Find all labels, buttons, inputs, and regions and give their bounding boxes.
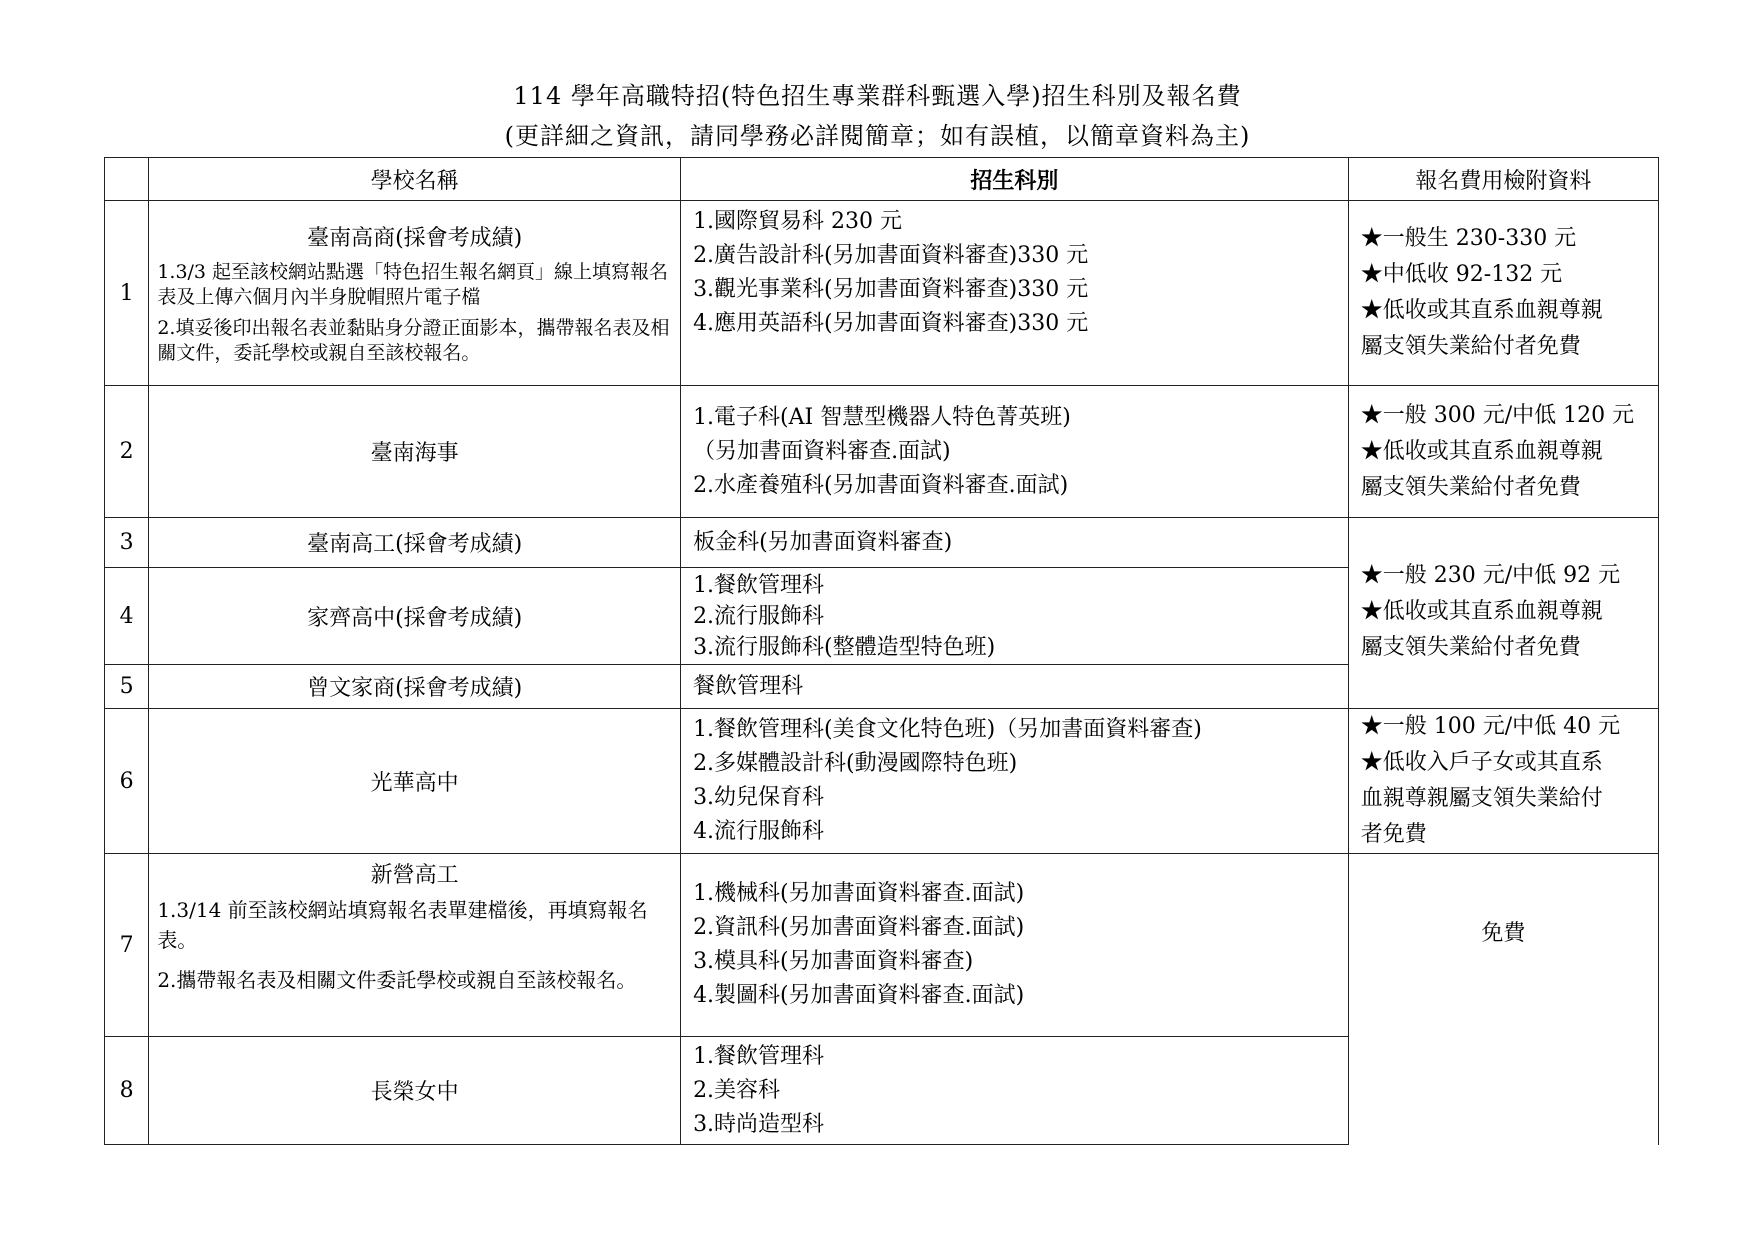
fee-item: ★一般 100 元/中低 40 元 [1360, 714, 1621, 739]
department-item: 3.流行服飾科(整體造型特色班) [693, 634, 996, 660]
school-name: 臺南高工(採會考成績) [149, 518, 681, 568]
fee-item: 屬支領失業給付者免費 [1360, 635, 1581, 660]
department-item: 2.多媒體設計科(動漫國際特色班) [693, 751, 1018, 776]
header-fees: 報名費用檢附資料 [1348, 158, 1658, 201]
fee-item: ★低收或其直系血親尊親 [1360, 599, 1603, 624]
department-item: 2.美容科 [693, 1077, 781, 1103]
department-item: 餐飲管理科 [693, 673, 804, 699]
school-cell [149, 854, 681, 1037]
department-item: 1.餐飲管理科 [693, 1043, 825, 1069]
departments-cell [681, 854, 1349, 1037]
department-item: 2.廣告設計科(另加書面資料審查)330 元 [693, 243, 1089, 268]
row-number: 3 [105, 518, 149, 568]
row-number: 2 [105, 386, 149, 518]
department-item: 1.機械科(另加書面資料審查.面試) [693, 881, 1025, 906]
school-cell [149, 201, 681, 386]
school-name: 家齊高中(採會考成績) [149, 568, 681, 665]
department-item: 3.幼兒保育科 [693, 785, 825, 810]
fee-item: 屬支領失業給付者免費 [1360, 474, 1581, 500]
department-item: 2.資訊科(另加書面資料審查.面試) [693, 915, 1025, 940]
row-number: 6 [105, 709, 149, 854]
document-subtitle: (更詳細之資訊，請同學務必詳閱簡章；如有誤植，以簡章資料為主) [504, 122, 1251, 150]
department-item: 1.電子科(AI 智慧型機器人特色菁英班) [693, 404, 1071, 430]
table-row [105, 854, 1659, 1037]
header-school-name: 學校名稱 [149, 158, 681, 201]
table-row [105, 386, 1659, 518]
row-number: 4 [105, 568, 149, 665]
fee-item: 屬支領失業給付者免費 [1360, 334, 1581, 359]
departments-cell [681, 386, 1349, 518]
school-name: 臺南高商(採會考成績) [307, 225, 523, 251]
departments-cell [681, 665, 1349, 709]
department-item: 4.製圖科(另加書面資料審查.面試) [693, 983, 1025, 1008]
department-item: 3.時尚造型科 [693, 1111, 825, 1137]
fee-cell [1348, 709, 1658, 854]
table-row [105, 201, 1659, 386]
school-name: 曾文家商(採會考成績) [149, 665, 681, 709]
school-name: 臺南海事 [149, 386, 681, 518]
fee-item: ★低收或其直系血親尊親 [1360, 298, 1603, 323]
fee-item: ★一般 230 元/中低 92 元 [1360, 563, 1621, 588]
school-name: 長榮女中 [149, 1037, 681, 1145]
school-name: 新營高工 [370, 863, 459, 888]
document-title: 114 學年高職特招(特色招生專業群科甄選入學)招生科別及報名費 [513, 82, 1242, 110]
fee-item: ★中低收 92-132 元 [1360, 262, 1563, 287]
fee-cell [1348, 201, 1658, 386]
admission-table [104, 157, 1659, 1145]
header-number [105, 158, 149, 201]
school-note: 1.3/3 起至該校網站點選「特色招生報名網頁」線上填寫報名表及上傳六個月內半身脫帽照片電子檔 [157, 260, 669, 308]
departments-cell [681, 518, 1349, 568]
department-item: 3.觀光事業科(另加書面資料審查)330 元 [693, 277, 1089, 302]
department-item: 板金科(另加書面資料審查) [693, 529, 953, 555]
table-row [105, 709, 1659, 854]
table-row [105, 518, 1659, 568]
department-item: 3.模具科(另加書面資料審查) [693, 949, 974, 974]
department-item: 2.水產養殖科(另加書面資料審查.面試) [693, 472, 1069, 498]
departments-cell [681, 568, 1349, 665]
school-note: 2.填妥後印出報名表並黏貼身分證正面影本，攜帶報名表及相關文件，委託學校或親自至該校報名。 [157, 316, 670, 364]
fee-item: 血親尊親屬支領失業給付 [1360, 786, 1603, 811]
department-item: 1.餐飲管理科(美食文化特色班)（另加書面資料審查) [693, 717, 1202, 742]
row-number: 5 [105, 665, 149, 709]
departments-cell [681, 709, 1349, 854]
department-item: （另加書面資料審查.面試) [693, 438, 951, 464]
school-note: 2.攜帶報名表及相關文件委託學校或親自至該校報名。 [157, 968, 637, 992]
department-item: 4.應用英語科(另加書面資料審查)330 元 [693, 311, 1089, 336]
department-item: 1.餐飲管理科 [693, 572, 825, 598]
department-item: 1.國際貿易科 230 元 [693, 209, 903, 234]
fee-item: ★低收或其直系血親尊親 [1360, 438, 1603, 464]
department-item: 4.流行服飾科 [693, 819, 825, 844]
school-note: 1.3/14 前至該校網站填寫報名表單建檔後，再填寫報名表。 [157, 898, 648, 952]
fee-item: ★一般 300 元/中低 120 元 [1360, 402, 1635, 428]
department-item: 2.流行服飾科 [693, 603, 825, 629]
header-departments: 招生科別 [681, 158, 1349, 201]
departments-cell [681, 201, 1349, 386]
fee-item: ★一般生 230-330 元 [1360, 226, 1577, 251]
fee-item: ★低收入戶子女或其直系 [1360, 750, 1603, 775]
row-number: 7 [105, 854, 149, 1037]
fee-cell [1348, 386, 1658, 518]
table-header-row [105, 158, 1659, 201]
departments-cell [681, 1037, 1349, 1145]
row-number: 1 [105, 201, 149, 386]
school-name: 光華高中 [149, 709, 681, 854]
fee-item: 者免費 [1360, 822, 1427, 847]
fee-cell-shared [1348, 518, 1658, 709]
row-number: 8 [105, 1037, 149, 1145]
free-fee-cell: 免費 [1348, 854, 1658, 1145]
